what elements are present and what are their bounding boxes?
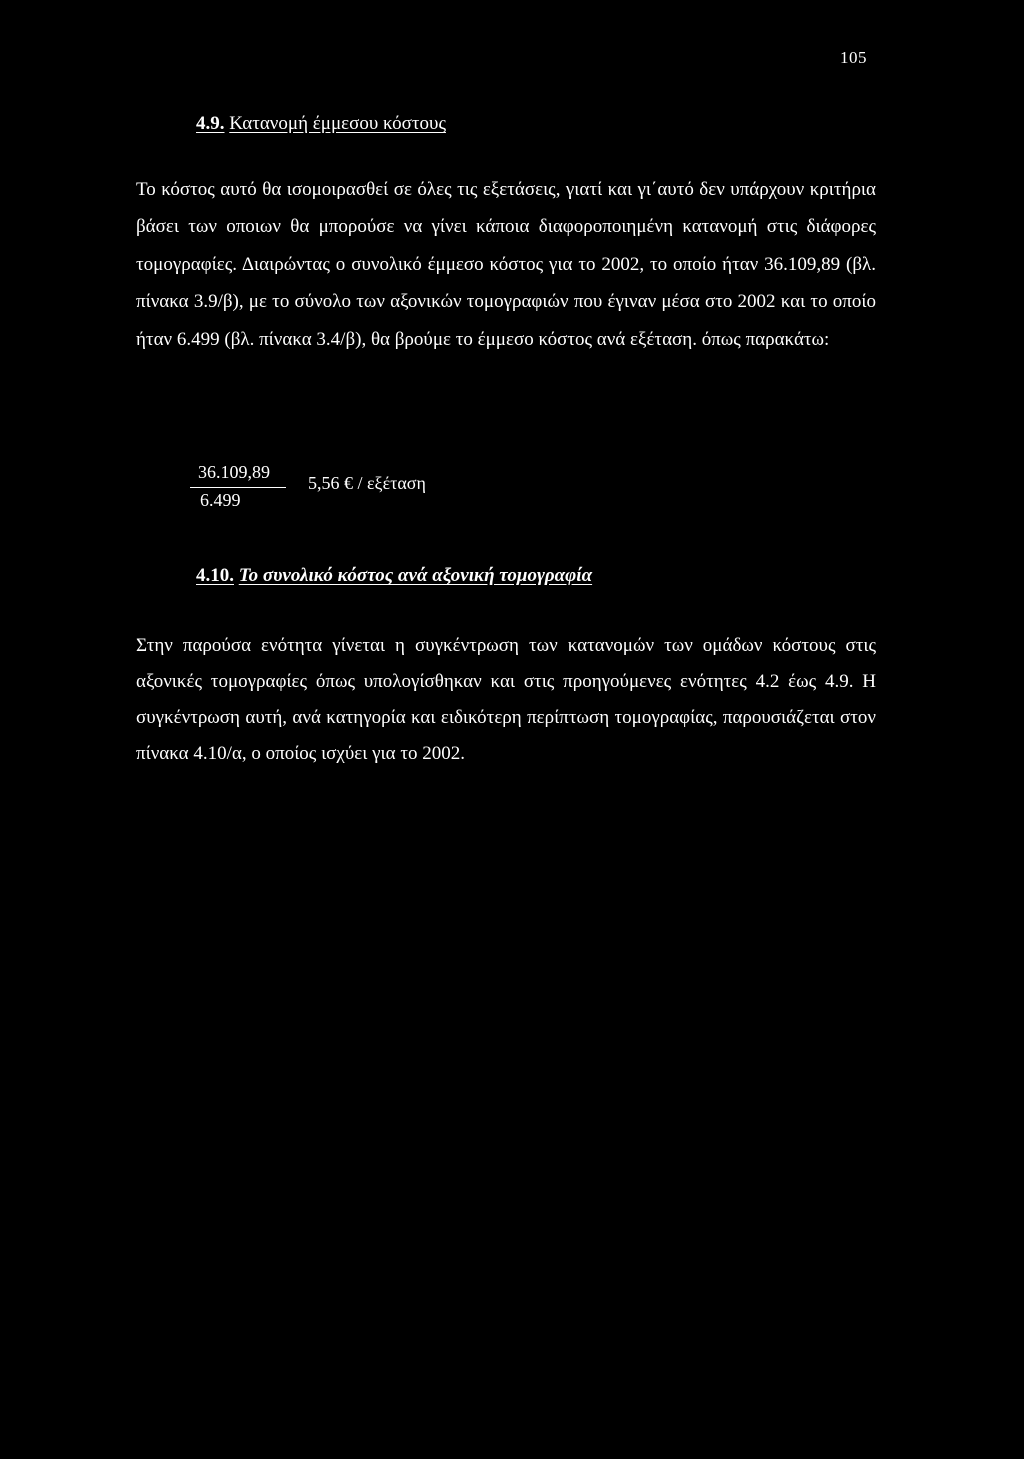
section-paragraph-4-10: Στην παρούσα ενότητα γίνεται η συγκέντρωση των κατανομών των ομάδων κόστους στις αξονικές τομογραφίες όπως υπολογίσθηκαν και στις προηγούμενες ενότητες 4.2 έως 4.9. Η συγκέντρωση αυτή, ανά κατηγορία και ειδικότερη περίπτωση τομογραφίας, παρουσιάζεται στον πίνακα 4.10/α, ο οποίος ισχύει για το 2002. <box>136 635 876 764</box>
section-number: 4.9. <box>196 113 225 134</box>
fraction-denominator: 6.499 <box>200 490 241 510</box>
section-paragraph-4-9: Το κόστος αυτό θα ισομοιρασθεί σε όλες τις εξετάσεις, γιατί και γι΄αυτό δεν υπάρχουν κριτήρια βάσει των οποιων θα μπορούσε να γίνει κάποια διαφοροποιημένη κατανομή στις διάφορες τομογραφίες. Διαιρώντας ο συνολικό έμμεσο κόστος για το 2002, το οποίο ήταν 36.109,89 (βλ. πίνακα 3.9/β), με το σύνολο των αξονικών τομογραφιών που έγιναν μέσα στο 2002 και το οποίο ήταν 6.499 (βλ. πίνακα 3.4/β), θα βρούμε το έμμεσο κόστος ανά εξέταση. όπως παρακάτω: <box>136 179 876 350</box>
section-title: Το συνολικό κόστος ανά αξονική τομογραφία <box>238 565 593 586</box>
fraction-numerator: 36.109,89 <box>198 462 270 482</box>
section-heading-4-10 <box>196 565 592 587</box>
formula-result: 5,56 € / εξέταση <box>308 473 426 493</box>
section-number: 4.10. <box>196 565 234 586</box>
section-title: Κατανομή έμμεσου κόστους <box>229 113 446 134</box>
fraction-bar <box>190 487 286 488</box>
section-heading-4-9 <box>196 113 446 135</box>
page-number: 105 <box>840 48 867 67</box>
